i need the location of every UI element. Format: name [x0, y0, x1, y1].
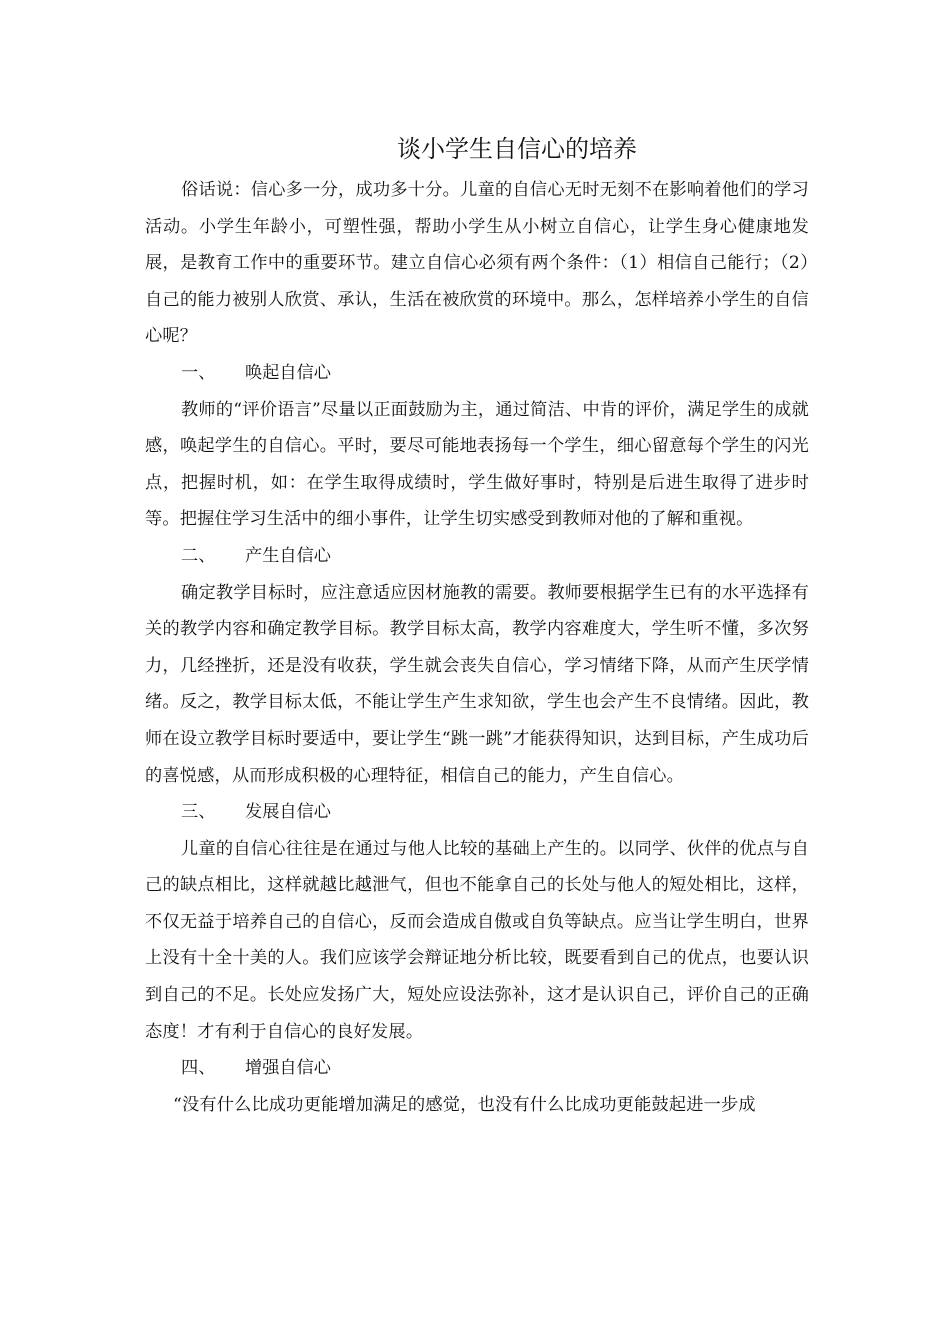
section-number: 四、 — [181, 1058, 216, 1079]
section-paragraph-1: 教师的“评价语言”尽量以正面鼓励为主，通过简洁、中肯的评价，满足学生的成就感，唤起学生的自信心。平时，要尽可能地表扬每一个学生，细心留意每个学生的闪光点，把握时机，如：在学生取得成绩时，学生做好事时，特别是后进生取得了进步时等。把握住学习生活中的细小事件，让学生切实感受到教师对他的了解和重视。 — [145, 399, 809, 530]
section-number: 三、 — [181, 802, 216, 823]
section-paragraph-3: 儿童的自信心往往是在通过与他人比较的基础上产生的。以同学、伙伴的优点与自己的缺点相比，这样就越比越泄气，但也不能拿自己的长处与他人的短处相比，这样，不仅无益于培养自己的自信心，反而会造成自傲或自负等缺点。应当让学生明白，世界上没有十全十美的人。我们应该学会辩证地分析比较，既要看到自己的优点，也要认识到自己的不足。长处应发扬广大，短处应设法弥补，这才是认识自己，评价自己的正确态度！才有利于自信心的良好发展。 — [145, 838, 809, 1042]
section-heading-text: 增强自信心 — [245, 1058, 331, 1079]
section-heading-4 — [145, 1050, 809, 1087]
section-heading-2 — [145, 538, 809, 575]
section-heading-3 — [145, 794, 809, 831]
intro-paragraph: 俗话说：信心多一分，成功多十分。儿童的自信心无时无刻不在影响着他们的学习活动。小学生年龄小，可塑性强，帮助小学生从小树立自信心，让学生身心健康地发展，是教育工作中的重要环节。建立自信心必须有两个条件：（1）相信自己能行；（2）自己的能力被别人欣赏、承认，生活在被欣赏的环境中。那么，怎样培养小学生的自信心呢？ — [145, 180, 809, 347]
section-number: 一、 — [181, 362, 216, 383]
section-heading-text: 产生自信心 — [245, 545, 331, 566]
section-paragraph-2: 确定教学目标时，应注意适应因材施教的需要。教师要根据学生已有的水平选择有关的教学内容和确定教学目标。教学目标太高，教学内容难度大，学生听不懂，多次努力，几经挫折，还是没有收获，学生就会丧失自信心，学习情绪下降，从而产生厌学情绪。反之，教学目标太低，不能让学生产生求知欲，学生也会产生不良情绪。因此，教师在设立教学目标时要适中，要让学生“跳一跳”才能获得知识，达到目标，产生成功后的喜悦感，从而形成积极的心理特征，相信自己的能力，产生自信心。 — [145, 582, 809, 786]
section-heading-1 — [145, 355, 809, 392]
section-heading-text: 发展自信心 — [245, 802, 331, 823]
document-title: 谈小学生自信心的培养 — [397, 135, 637, 163]
document-body — [145, 172, 809, 1123]
section-paragraph-4: “没有什么比成功更能增加满足的感觉，也没有什么比成功更能鼓起进一步成 — [173, 1094, 756, 1115]
section-number: 二、 — [181, 545, 216, 566]
section-heading-text: 唤起自信心 — [245, 362, 331, 383]
